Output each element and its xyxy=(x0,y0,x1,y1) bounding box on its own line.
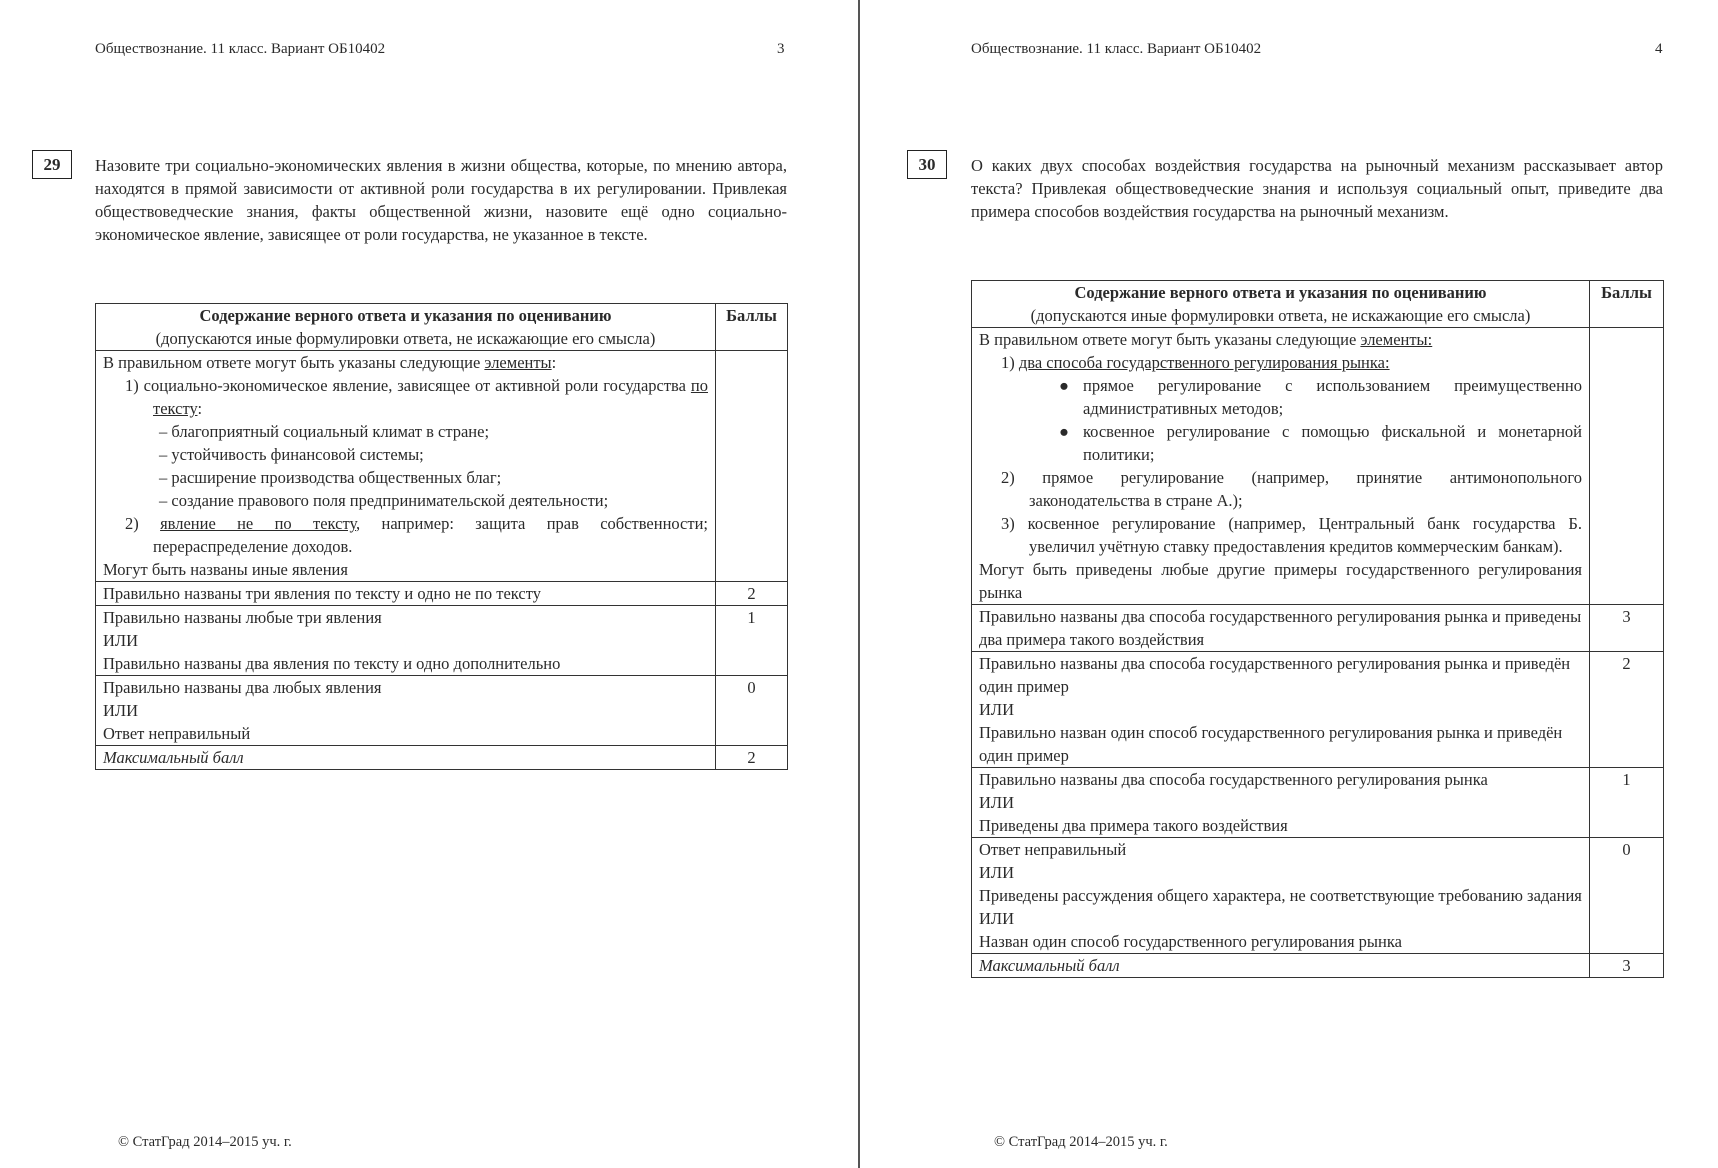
intro-suffix: : xyxy=(551,353,557,372)
score-row xyxy=(972,605,1664,652)
score-row xyxy=(96,582,788,606)
page-number: 3 xyxy=(777,41,785,57)
criterion-cell xyxy=(972,838,1590,954)
dash-item: – устойчивость финансовой системы; xyxy=(159,445,424,464)
bullet-item xyxy=(1059,420,1582,466)
criterion-line: Приведены рассуждения общего характера, не соответствующие требованию задания xyxy=(979,886,1582,905)
intro-prefix: В правильном ответе могут быть указаны следующие xyxy=(979,330,1361,349)
score-value: 0 xyxy=(716,676,788,746)
grading-table xyxy=(971,280,1664,978)
table-header-score: Баллы xyxy=(1590,281,1664,328)
max-score-label: Максимальный балл xyxy=(96,746,716,770)
item1-underlined: по тексту xyxy=(153,376,708,418)
max-score-value: 3 xyxy=(1590,954,1664,978)
criterion-cell xyxy=(96,606,716,676)
table-header-content xyxy=(96,304,716,351)
score-row xyxy=(972,652,1664,768)
max-score-label: Максимальный балл xyxy=(972,954,1590,978)
criterion-line: Правильно названы три явления по тексту и одно не по тексту xyxy=(103,584,541,603)
question-text: О каких двух способах воздействия государства на рыночный механизм рассказывает автор текста? Привлекая обществоведческие знания и используя социальный опыт, приведите два примера способов воздействия государства на рыночный механизм. xyxy=(971,156,1663,221)
bullet-dot-icon: ● xyxy=(1059,376,1069,395)
score-value: 2 xyxy=(716,582,788,606)
criterion-line: ИЛИ xyxy=(979,863,1015,882)
empty-score-cell xyxy=(716,351,788,582)
max-score-row xyxy=(972,954,1664,978)
score-value: 3 xyxy=(1590,605,1664,652)
table-row-elements xyxy=(96,351,788,582)
header-note-text: (допускаются иные формулировки ответа, не искажающие его смысла) xyxy=(1030,306,1531,325)
criterion-cell xyxy=(972,652,1590,768)
question-number: 29 xyxy=(32,150,72,179)
criterion-line: Правильно названы два способа государственного регулирования рынка xyxy=(979,770,1488,789)
intro-underlined: элементы xyxy=(484,353,552,372)
table-header-content xyxy=(972,281,1590,328)
bullet-dot-icon: ● xyxy=(1059,422,1069,441)
elements-item-2: 2) прямое регулирование (например, принятие антимонопольного законодательства в стране А.); xyxy=(1001,468,1582,510)
criterion-cell xyxy=(972,768,1590,838)
empty-score-cell xyxy=(1590,328,1664,605)
criterion-line: ИЛИ xyxy=(979,700,1015,719)
table-header-row xyxy=(972,281,1664,328)
criterion-line: Правильно названы два способа государственного регулирования рынка и приведены два примера такого воздействия xyxy=(979,607,1582,649)
score-value: 0 xyxy=(1590,838,1664,954)
item1-suffix: : xyxy=(197,399,203,418)
criterion-line: ИЛИ xyxy=(103,631,139,650)
page-footer: © СтатГрад 2014–2015 уч. г. xyxy=(118,1134,292,1150)
criterion-line: Правильно названы два любых явления xyxy=(103,678,382,697)
criterion-line: Назван один способ государственного регулирования рынка xyxy=(979,932,1402,951)
right-page xyxy=(860,0,1718,1168)
criterion-line: Ответ неправильный xyxy=(103,724,251,743)
intro-underlined: элементы: xyxy=(1360,330,1433,349)
header-bold-text: Содержание верного ответа и указания по оцениванию xyxy=(1074,283,1487,302)
bullet-text: косвенное регулирование с помощью фискальной и монетарной политики; xyxy=(1083,422,1582,464)
criterion-line: Правильно названы два способа государственного регулирования рынка и приведён один пример xyxy=(979,654,1571,696)
score-row xyxy=(96,606,788,676)
table-header-row xyxy=(96,304,788,351)
page-header-title: Обществознание. 11 класс. Вариант ОБ10402 xyxy=(971,41,1262,57)
elements-item-2 xyxy=(125,512,708,558)
score-row xyxy=(972,768,1664,838)
table-row-elements xyxy=(972,328,1664,605)
item2-underlined: явление не по тексту xyxy=(160,514,357,533)
page-number: 4 xyxy=(1655,41,1663,57)
score-value: 1 xyxy=(716,606,788,676)
item1-underlined: два способа государственного регулирования рынка: xyxy=(1018,353,1390,372)
max-score-row xyxy=(96,746,788,770)
elements-item-1 xyxy=(1001,351,1582,374)
elements-intro xyxy=(103,351,708,374)
bullet-item xyxy=(1059,374,1582,420)
score-value: 2 xyxy=(1590,652,1664,768)
criterion-line: Ответ неправильный xyxy=(979,840,1127,859)
question-number: 30 xyxy=(907,150,947,179)
grading-table xyxy=(95,303,788,770)
criterion-cell xyxy=(972,605,1590,652)
criterion-line: ИЛИ xyxy=(103,701,139,720)
dash-item: – расширение производства общественных благ; xyxy=(159,468,502,487)
criterion-cell xyxy=(96,582,716,606)
item1-prefix: 1) xyxy=(1001,353,1019,372)
dash-item: – благоприятный социальный климат в стране; xyxy=(159,422,490,441)
max-score-value: 2 xyxy=(716,746,788,770)
criterion-line: Правильно названы любые три явления xyxy=(103,608,382,627)
page-header-title: Обществознание. 11 класс. Вариант ОБ10402 xyxy=(95,41,386,57)
table-header-score: Баллы xyxy=(716,304,788,351)
header-bold-text: Содержание верного ответа и указания по оцениванию xyxy=(199,306,612,325)
score-row xyxy=(972,838,1664,954)
criterion-line: Правильно названы два явления по тексту и одно дополнительно xyxy=(103,654,561,673)
criterion-cell xyxy=(96,676,716,746)
intro-prefix: В правильном ответе могут быть указаны следующие xyxy=(103,353,485,372)
criterion-line: ИЛИ xyxy=(979,909,1015,928)
criterion-line: ИЛИ xyxy=(979,793,1015,812)
elements-note: Могут быть приведены любые другие примеры государственного регулирования рынка xyxy=(979,560,1582,602)
elements-item-1 xyxy=(125,374,708,420)
page-footer: © СтатГрад 2014–2015 уч. г. xyxy=(994,1134,1168,1150)
criterion-line: Правильно назван один способ государственного регулирования рынка и приведён один пример xyxy=(979,723,1563,765)
left-page xyxy=(0,0,858,1168)
criterion-line: Приведены два примера такого воздействия xyxy=(979,816,1288,835)
score-value: 1 xyxy=(1590,768,1664,838)
header-note-text: (допускаются иные формулировки ответа, не искажающие его смысла) xyxy=(155,329,656,348)
answer-elements-cell xyxy=(972,328,1590,605)
answer-elements-cell xyxy=(96,351,716,582)
score-row xyxy=(96,676,788,746)
item2-suffix: , например: защита прав собственности; перераспределение доходов. xyxy=(153,514,709,556)
elements-note: Могут быть названы иные явления xyxy=(103,560,348,579)
bullet-text: прямое регулирование с использованием преимущественно административных методов; xyxy=(1083,376,1582,418)
item1-prefix: 1) социально-экономическое явление, зависящее от активной роли государства xyxy=(125,376,691,395)
item2-prefix: 2) xyxy=(125,514,161,533)
question-text: Назовите три социально-экономических явления в жизни общества, которые, по мнению автора, находятся в прямой зависимости от активной роли государства в их регулировании. Привлекая обществоведческие знания, факты общественной жизни, назовите ещё одно социально-экономическое явление, зависящее от роли государства, не указанное в тексте. xyxy=(95,156,787,244)
dash-item: – создание правового поля предпринимательской деятельности; xyxy=(159,491,609,510)
elements-item-3: 3) косвенное регулирование (например, Центральный банк государства Б. увеличил учётную ставку предоставления кредитов коммерческим банкам). xyxy=(1001,514,1582,556)
elements-intro xyxy=(979,328,1582,351)
